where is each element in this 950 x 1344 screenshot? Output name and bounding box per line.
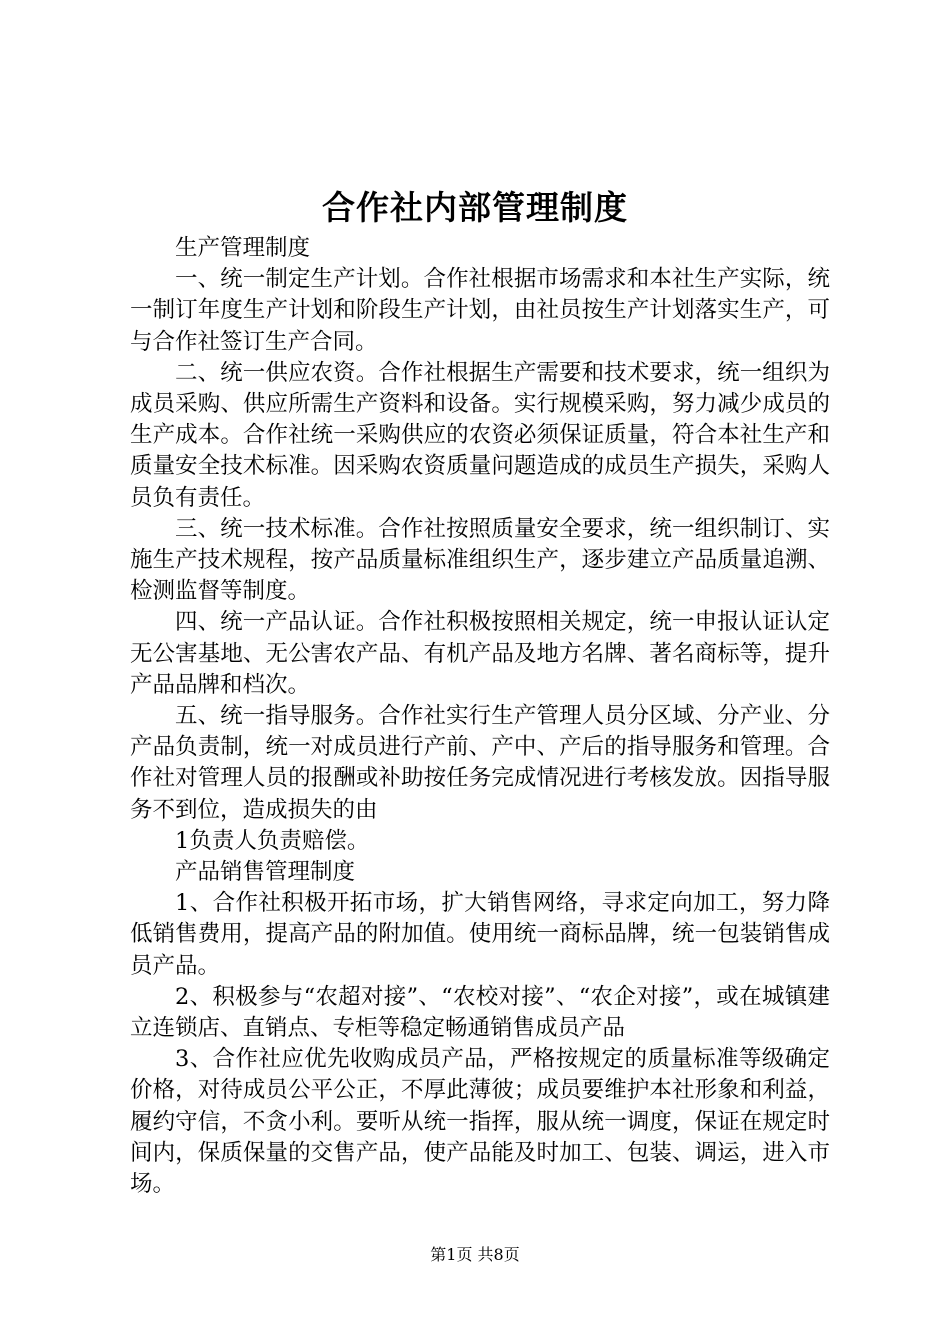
paragraph: 四、统一产品认证。合作社积极按照相关规定，统一申报认证认定无公害基地、无公害农产品、有机产品及地方名牌、著名商标等，提升产品品牌和档次。 (130, 609, 830, 698)
section-heading: 产品销售管理制度 (175, 859, 356, 886)
paragraph: 二、统一供应农资。合作社根据生产需要和技术要求，统一组织为成员采购、供应所需生产资料和设备。实行规模采购，努力减少成员的生产成本。合作社统一采购供应的农资必须保证质量，符合本社生产和质量安全技术标准。因采购农资质量问题造成的成员生产损失，采购人员负有责任。 (130, 359, 830, 511)
paragraph: 五、统一指导服务。合作社实行生产管理人员分区域、分产业、分产品负责制，统一对成员进行产前、产中、产后的指导服务和管理。合作社对管理人员的报酬或补助按任务完成情况进行考核发放。因指导服务不到位，造成损失的由 (130, 703, 830, 823)
paragraph: 1负责人负责赔偿。 (175, 827, 370, 854)
paragraph: 一、统一制定生产计划。合作社根据市场需求和本社生产实际，统一制订年度生产计划和阶段生产计划，由社员按生产计划落实生产，可与合作社签订生产合同。 (130, 266, 830, 355)
paragraph: 2、积极参与“农超对接”、“农校对接”、“农企对接”，或在城镇建立连锁店、直销点、专柜等稳定畅通销售成员产品 (130, 983, 830, 1042)
page-footer: 第1页 共8页 (430, 1245, 520, 1264)
paragraph: 3、合作社应优先收购成员产品，严格按规定的质量标准等级确定价格，对待成员公平公正，不厚此薄彼；成员要维护本社形象和利益，履约守信，不贪小利。要听从统一指挥，服从统一调度，保证在规定时间内，保质保量的交售产品，使产品能及时加工、包装、调运，进入市场。 (130, 1046, 830, 1198)
document-body (130, 233, 830, 1200)
document-title: 合作社内部管理制度 (322, 188, 628, 227)
section-heading: 生产管理制度 (175, 235, 311, 261)
paragraph: 三、统一技术标准。合作社按照质量安全要求，统一组织制订、实施生产技术规程，按产品质量标准组织生产，逐步建立产品质量追溯、检测监督等制度。 (130, 515, 830, 605)
paragraph: 1、合作社积极开拓市场，扩大销售网络，寻求定向加工，努力降低销售费用，提高产品的附加值。使用统一商标品牌，统一包装销售成员产品。 (130, 890, 830, 979)
